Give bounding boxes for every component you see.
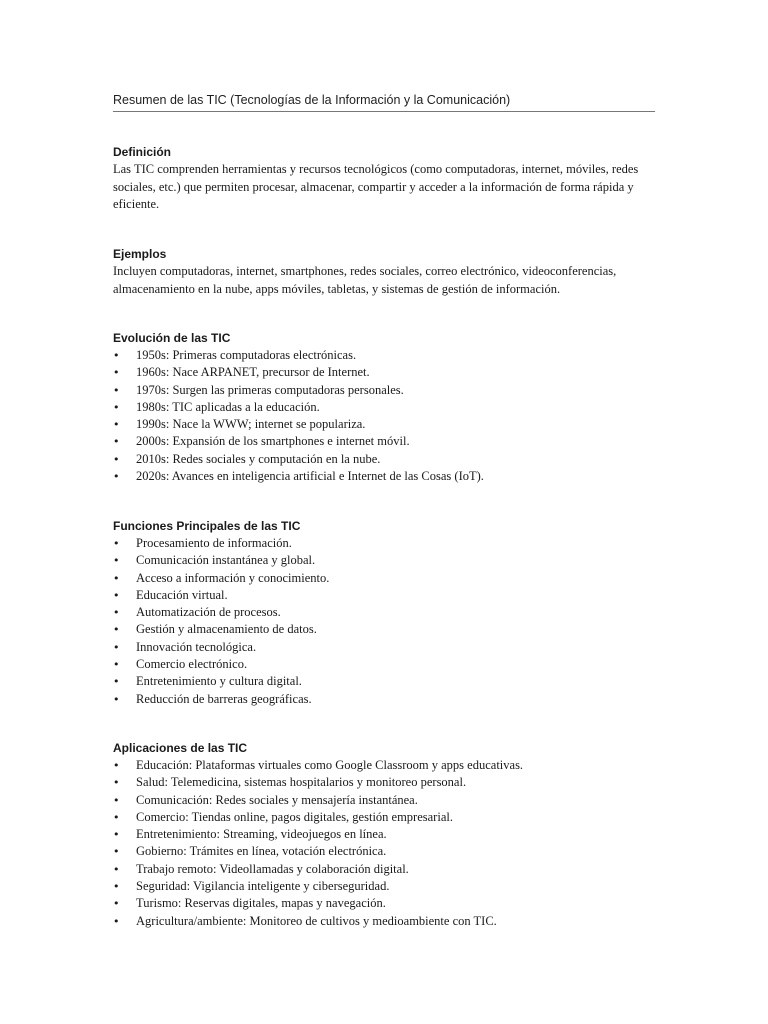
section-heading-evolucion: Evolución de las TIC [113, 331, 231, 345]
list-item [113, 433, 673, 450]
bullet-icon: • [113, 880, 120, 894]
section-heading-aplicaciones: Aplicaciones de las TIC [113, 741, 248, 755]
bullet-icon: • [113, 588, 120, 602]
list-item-text: Salud: Telemedicina, sistemas hospitalarios y monitoreo personal. [136, 775, 467, 790]
list-item-text: Entretenimiento: Streaming, videojuegos en línea. [136, 827, 387, 842]
list-item [113, 691, 673, 708]
list-item-text: Comunicación: Redes sociales y mensajería instantánea. [136, 792, 418, 807]
list-item-text: Seguridad: Vigilancia inteligente y ciberseguridad. [136, 879, 390, 894]
list-item [113, 913, 673, 930]
list-item-text: 2000s: Expansión de los smartphones e internet móvil. [136, 434, 410, 449]
section-aplicaciones [113, 739, 673, 930]
section-ejemplos [113, 245, 673, 298]
ejemplos-text: Incluyen computadoras, internet, smartphones, redes sociales, correo electrónico, videoconferencias, almacenamiento en la nube, apps móviles, tabletas, y sistemas de gestión de información. [113, 264, 617, 296]
bullet-icon: • [113, 759, 120, 772]
bullet-icon: • [113, 845, 120, 859]
section-evolucion [113, 329, 673, 485]
list-item-text: 1970s: Surgen las primeras computadoras personales. [136, 382, 404, 397]
list-item-text: Turismo: Reservas digitales, mapas y navegación. [136, 896, 386, 911]
bullet-icon: • [113, 349, 120, 362]
bullet-icon: • [113, 862, 120, 876]
section-funciones [113, 517, 673, 708]
section-heading-definicion: Definición [113, 145, 172, 159]
list-item [113, 587, 673, 604]
list-item [113, 809, 673, 826]
list-item [113, 364, 673, 381]
list-item-text: Entretenimiento y cultura digital. [136, 674, 302, 689]
list-item-text: Acceso a información y conocimiento. [136, 570, 330, 585]
list-item [113, 861, 673, 878]
section-heading-ejemplos: Ejemplos [113, 247, 167, 261]
list-item [113, 656, 673, 673]
list-item-text: 1950s: Primeras computadoras electrónicas. [136, 348, 357, 362]
section-definicion [113, 143, 673, 214]
list-item-text: Educación virtual. [136, 587, 228, 602]
list-item-text: Procesamiento de información. [136, 536, 292, 550]
list-item-text: Automatización de procesos. [136, 605, 281, 620]
list-item [113, 826, 673, 843]
bullet-icon: • [113, 554, 120, 568]
list-item [113, 382, 673, 399]
list-item-text: Reducción de barreras geográficas. [136, 691, 312, 706]
bullet-icon: • [113, 537, 120, 550]
bullet-icon: • [113, 435, 120, 449]
bullet-icon: • [113, 828, 120, 842]
list-item [113, 535, 673, 552]
bullet-icon: • [113, 776, 120, 790]
list-item-text: 1960s: Nace ARPANET, precursor de Internet. [136, 365, 370, 380]
list-item [113, 757, 673, 774]
bullet-icon: • [113, 571, 120, 585]
bullet-icon: • [113, 658, 120, 672]
bullet-icon: • [113, 640, 120, 654]
bullet-icon: • [113, 675, 120, 689]
bullet-icon: • [113, 897, 120, 911]
list-item [113, 639, 673, 656]
list-item [113, 843, 673, 860]
list-item [113, 774, 673, 791]
list-item [113, 621, 673, 638]
bullet-icon: • [113, 470, 120, 484]
list-item [113, 399, 673, 416]
list-item [113, 347, 673, 364]
list-item-text: Comercio electrónico. [136, 657, 248, 672]
list-item [113, 878, 673, 895]
bullet-icon: • [113, 793, 120, 807]
bullet-icon: • [113, 810, 120, 824]
list-item-text: Educación: Plataformas virtuales como Google Classroom y apps educativas. [136, 758, 524, 772]
list-item [113, 468, 673, 485]
list-item [113, 451, 673, 468]
bullet-icon: • [113, 452, 120, 466]
list-item [113, 604, 673, 621]
evolucion-list [113, 347, 673, 485]
document-title: Resumen de las TIC (Tecnologías de la Información y la Comunicación) [113, 93, 655, 112]
list-item-text: 2010s: Redes sociales y computación en la nube. [136, 451, 381, 466]
list-item-text: Comunicación instantánea y global. [136, 553, 316, 568]
list-item-text: 1990s: Nace la WWW; internet se populariza. [136, 417, 366, 432]
bullet-icon: • [113, 692, 120, 706]
funciones-list [113, 535, 673, 708]
definicion-text: Las TIC comprenden herramientas y recursos tecnológicos (como computadoras, internet, móviles, redes sociales, etc.) que permiten procesar, almacenar, compartir y acceder a la información de forma rápida y eficiente. [113, 162, 639, 211]
bullet-icon: • [113, 366, 120, 380]
list-item-text: Agricultura/ambiente: Monitoreo de cultivos y medioambiente con TIC. [136, 913, 497, 928]
list-item [113, 570, 673, 587]
list-item [113, 895, 673, 912]
bullet-icon: • [113, 400, 120, 414]
list-item [113, 552, 673, 569]
list-item-text: Comercio: Tiendas online, pagos digitales, gestión empresarial. [136, 809, 453, 824]
list-item-text: Innovación tecnológica. [136, 639, 257, 654]
list-item-text: Trabajo remoto: Videollamadas y colaboración digital. [136, 861, 409, 876]
list-item [113, 416, 673, 433]
list-item-text: 1980s: TIC aplicadas a la educación. [136, 399, 320, 414]
bullet-icon: • [113, 383, 120, 397]
bullet-icon: • [113, 418, 120, 432]
list-item-text: 2020s: Avances en inteligencia artificial e Internet de las Cosas (IoT). [136, 469, 484, 484]
list-item [113, 673, 673, 690]
list-item-text: Gobierno: Trámites en línea, votación electrónica. [136, 844, 387, 859]
list-item-text: Gestión y almacenamiento de datos. [136, 622, 317, 637]
aplicaciones-list [113, 757, 673, 930]
list-item [113, 792, 673, 809]
bullet-icon: • [113, 606, 120, 620]
bullet-icon: • [113, 623, 120, 637]
bullet-icon: • [113, 914, 120, 928]
section-heading-funciones: Funciones Principales de las TIC [113, 519, 301, 533]
